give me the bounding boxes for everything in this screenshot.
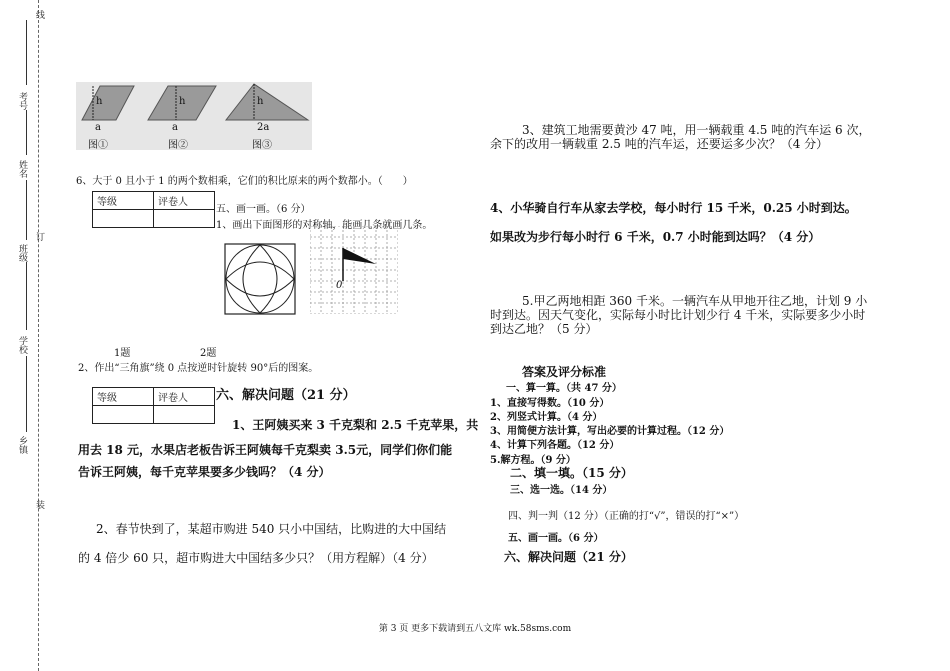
origin-label: 0	[336, 280, 343, 291]
figures-svg	[76, 82, 312, 150]
answer-item-10: 六、解决问题（21 分）	[504, 550, 633, 564]
answer-item-9: 五、画一画。（6 分）	[508, 533, 604, 544]
section6-q1-line2: 用去 18 元，水果店老板告诉王阿姨每千克梨卖 3.5元，同学们你们能	[78, 443, 453, 457]
right-q5-line3: 到达乙地？（5 分）	[490, 322, 598, 336]
grade-cell[interactable]	[93, 406, 154, 424]
grade-table-2	[92, 387, 215, 424]
grader-cell[interactable]	[154, 210, 215, 228]
grade-col-1: 等级	[93, 388, 154, 406]
section6-q1-line3: 告诉王阿姨，每千克苹果要多少钱吗？（4 分）	[78, 465, 331, 479]
right-q5-line1: 5.甲乙两地相距 360 千米。一辆汽车从甲地开往乙地，计划 9 小	[522, 294, 868, 308]
figure-3-base: 2a	[257, 122, 270, 133]
section6-q2-line1: 2、春节快到了，某超市购进 540 只小中国结，比购进的大中国结	[96, 522, 447, 536]
binding-line	[38, 0, 39, 671]
section5-q2: 2、作出“三角旗”绕 0 点按逆时针旋转 90°后的图案。	[78, 363, 319, 374]
figure-1-label: 图①	[88, 140, 108, 151]
margin-line-bottom: 装	[34, 500, 44, 509]
figure-label-2: 2题	[200, 348, 217, 359]
section5-q1: 1、画出下面图形的对称轴，能画几条就画几条。	[216, 220, 433, 231]
grader-cell[interactable]	[154, 406, 215, 424]
margin-line-mid: 订	[34, 232, 44, 241]
section5-title: 五、画一画。（6 分）	[216, 204, 311, 215]
figure-2-label: 图②	[168, 140, 188, 151]
grade-table-1	[92, 191, 215, 228]
question-6: 6、大于 0 且小于 1 的两个数相乘，它们的积比原来的两个数都小。（ ）	[76, 176, 413, 187]
right-q3-line1: 3、建筑工地需要黄沙 47 吨，用一辆载重 4.5 吨的汽车运 6 次，	[522, 123, 871, 137]
margin-seat-label: 考号	[17, 92, 27, 110]
answer-item-5: 5.解方程。（9 分）	[490, 455, 576, 466]
margin-school-label: 学校	[17, 336, 27, 354]
flower-pattern-figure	[224, 243, 296, 315]
figure-3-height: h	[257, 96, 264, 107]
answer-item-4: 4、计算下列各题。（12 分）	[490, 440, 620, 451]
right-q4-line1: 4、小华骑自行车从家去学校，每小时行 15 千米，0.25 小时到达。	[490, 201, 857, 215]
right-q3-line2: 余下的改用一辆载重 2.5 吨的汽车运，还要运多少次？（4 分）	[490, 137, 829, 151]
answer-item-0: 一、算一算。（共 47 分）	[506, 383, 622, 394]
margin-class-label: 班级	[17, 244, 27, 262]
figure-2-base: a	[172, 122, 178, 133]
grade-col-2: 评卷人	[154, 388, 215, 406]
figure-1-height: h	[96, 96, 103, 107]
answer-item-7: 三、选一选。（14 分）	[510, 485, 613, 496]
grade-cell[interactable]	[93, 210, 154, 228]
margin-line-top: 线	[34, 10, 44, 19]
figures-panel	[76, 82, 312, 150]
margin-town-label: 乡镇	[17, 436, 27, 454]
figure-1-base: a	[95, 122, 101, 133]
grade-col-1: 等级	[93, 192, 154, 210]
parallelogram-1-icon	[82, 86, 134, 120]
section6-q2-line2: 的 4 倍少 60 只，超市购进大中国结多少只？（用方程解）（4 分）	[78, 551, 434, 565]
flag-icon	[343, 248, 376, 264]
grade-col-2: 评卷人	[154, 192, 215, 210]
triangle-3-icon	[226, 84, 308, 120]
page-footer: 第 3 页 更多下载请到五八文库 wk.58sms.com	[378, 624, 572, 634]
figure-2-height: h	[179, 96, 186, 107]
right-q4-line2: 如果改为步行每小时行 6 千米，0.7 小时能到达吗？（4 分）	[490, 230, 821, 244]
right-q5-line2: 时到达。因天气变化，实际每小时比计划少行 4 千米，实际要多少小时	[490, 308, 866, 322]
section6-title: 六、解决问题（21 分）	[216, 388, 356, 403]
answer-item-6: 二、填一填。（15 分）	[510, 466, 633, 480]
answer-item-1: 1、直接写得数。（10 分）	[490, 398, 610, 409]
answer-item-8: 四、判一判（12 分）（正确的打“√”，错误的打“×”）	[508, 511, 745, 522]
figure-3-label: 图③	[252, 140, 272, 151]
answers-title: 答案及评分标准	[522, 365, 607, 379]
margin-name-label: 姓名	[17, 160, 27, 178]
grid-flag-figure	[310, 226, 398, 314]
figure-label-1: 1题	[114, 348, 131, 359]
answer-item-2: 2、列竖式计算。（4 分）	[490, 412, 603, 423]
answer-item-3: 3、用简便方法计算，写出必要的计算过程。（12 分）	[490, 426, 730, 437]
section6-q1-line1: 1、王阿姨买来 3 千克梨和 2.5 千克苹果，共	[232, 418, 479, 432]
